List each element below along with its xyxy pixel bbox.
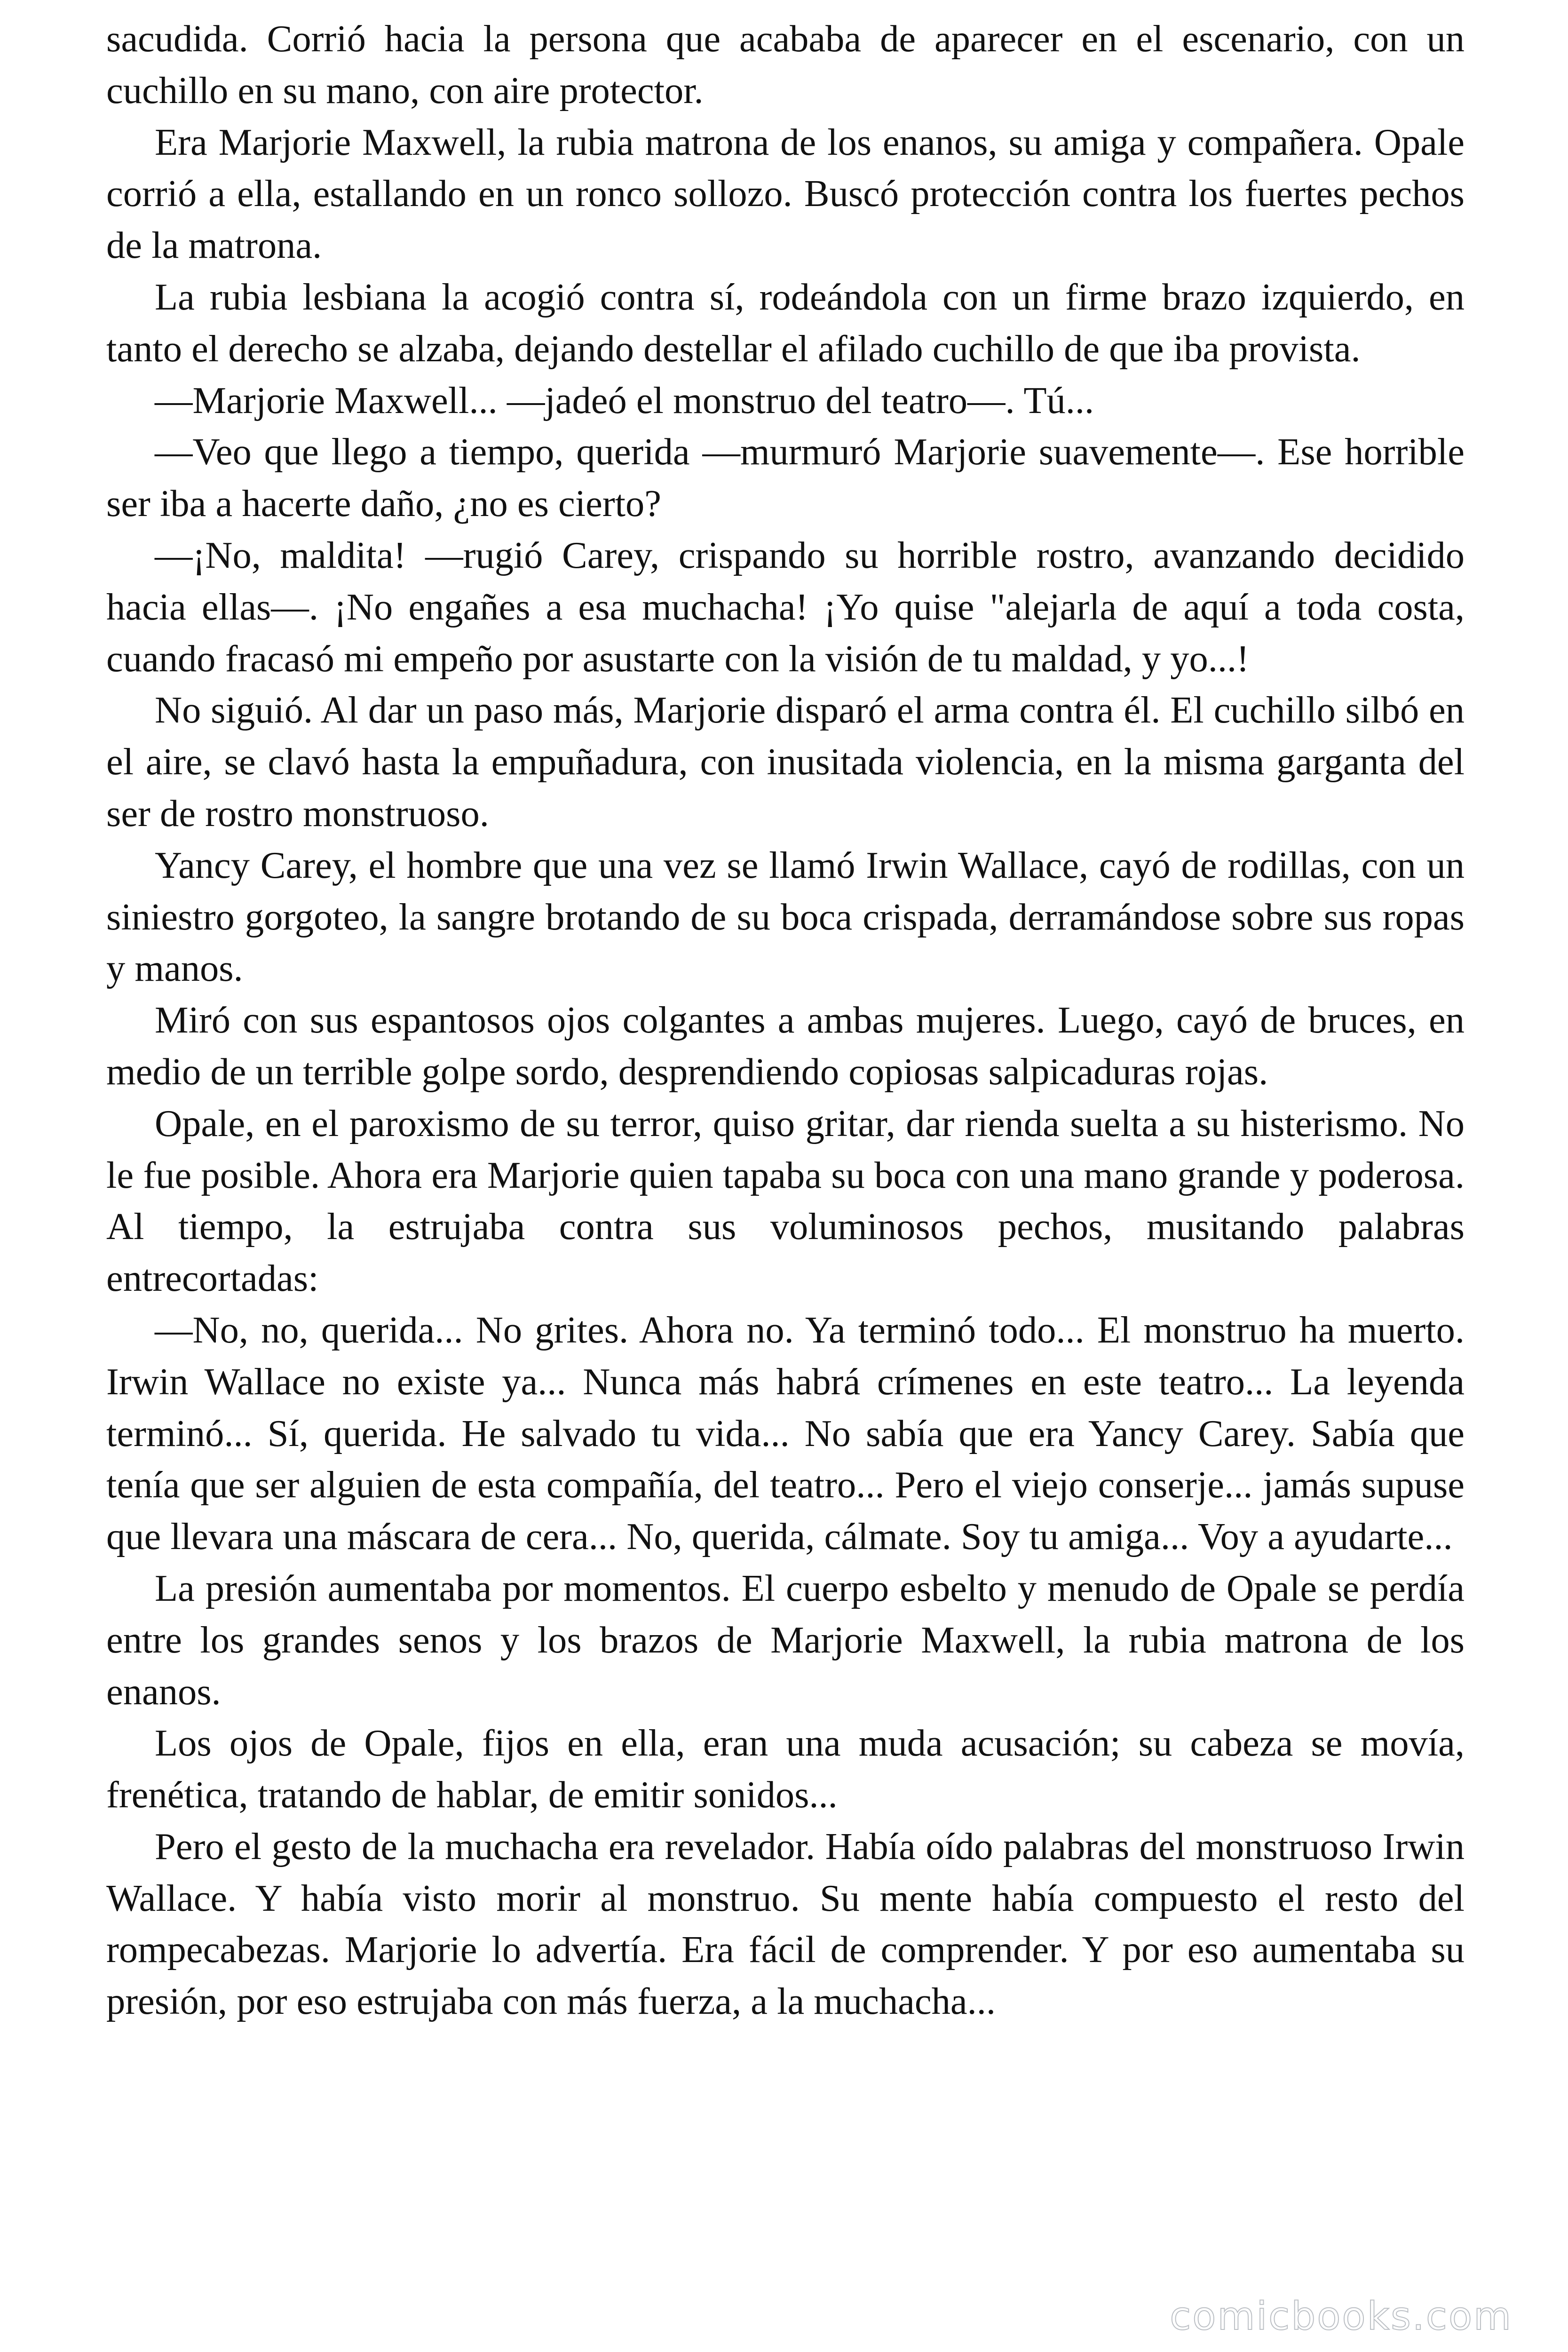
paragraph: Era Marjorie Maxwell, la rubia matrona de los enanos, su amiga y compañera. Opale corrió a ella, estallando en un ronco sollozo. Buscó protección contra los fuertes pechos de la matrona. — [106, 121, 1465, 267]
paragraph: No siguió. Al dar un paso más, Marjorie disparó el arma contra él. El cuchillo silbó en el aire, se clavó hasta la empuñadura, con inusitada violencia, en la misma garganta del ser de rostro monstruoso. — [106, 689, 1465, 834]
paragraph: Yancy Carey, el hombre que una vez se llamó Irwin Wallace, cayó de rodillas, con un siniestro gorgoteo, la sangre brotando de su boca crispada, derramándose sobre sus ropas y manos. — [106, 844, 1465, 990]
paragraph: —¡No, maldita! —rugió Carey, crispando su horrible rostro, avanzando decidido hacia ellas—. ¡No engañes a esa muchacha! ¡Yo quise "alejarla de aquí a toda costa, cuando fracasó mi empeño por asustarte con la visión de tu maldad, y yo...! — [106, 534, 1465, 680]
paragraph: —Marjorie Maxwell... —jadeó el monstruo del teatro—. Tú... — [155, 379, 1094, 421]
watermark: comicbooks.com — [1170, 2294, 1513, 2339]
paragraph: Miró con sus espantosos ojos colgantes a ambas mujeres. Luego, cayó de bruces, en medio de un terrible golpe sordo, desprendiendo copiosas salpicaduras rojas. — [106, 999, 1465, 1093]
paragraph: —Veo que llego a tiempo, querida —murmuró Marjorie suavemente—. Ese horrible ser iba a hacerte daño, ¿no es cierto? — [106, 431, 1465, 525]
paragraph: La rubia lesbiana la acogió contra sí, rodeándola con un firme brazo izquierdo, en tanto el derecho se alzaba, dejando destellar el afilado cuchillo de que iba provista. — [106, 276, 1465, 370]
paragraph: Opale, en el paroxismo de su terror, quiso gritar, dar rienda suelta a su histerismo. No le fue posible. Ahora era Marjorie quien tapaba su boca con una mano grande y poderosa. Al tiempo, la estrujaba contra sus voluminosos pechos, musitando palabras entrecortadas: — [106, 1102, 1465, 1300]
paragraph: —No, no, querida... No grites. Ahora no. Ya terminó todo... El monstruo ha muerto. Irwin Wallace no existe ya... Nunca más habrá crímenes en este teatro... La leyenda terminó... Sí, querida. He salvado tu vida... No sabía que era Yancy Carey. Sabía que tenía que ser alguien de esta compañía, del teatro... Pero el viejo conserje... jamás supuse que llevara una máscara de cera... No, querida, cálmate. Soy tu amiga... Voy a ayudarte... — [106, 1309, 1465, 1558]
paragraph: Pero el gesto de la muchacha era revelador. Había oído palabras del monstruoso Irwin Wallace. Y había visto morir al monstruo. Su mente había compuesto el resto del rompecabezas. Marjorie lo advertía. Era fácil de comprender. Y por eso aumentaba su presión, por eso estrujaba con más fuerza, a la muchacha... — [106, 1825, 1465, 2023]
paragraph: La presión aumentaba por momentos. El cuerpo esbelto y menudo de Opale se perdía entre los grandes senos y los brazos de Marjorie Maxwell, la rubia matrona de los enanos. — [106, 1567, 1465, 1713]
paragraph: sacudida. Corrió hacia la persona que acababa de aparecer en el escenario, con un cuchillo en su mano, con aire protector. — [106, 18, 1465, 111]
paragraph: Los ojos de Opale, fijos en ella, eran una muda acusación; su cabeza se movía, frenética, tratando de hablar, de emitir sonidos... — [106, 1722, 1465, 1816]
book-page-text — [106, 13, 1465, 2027]
